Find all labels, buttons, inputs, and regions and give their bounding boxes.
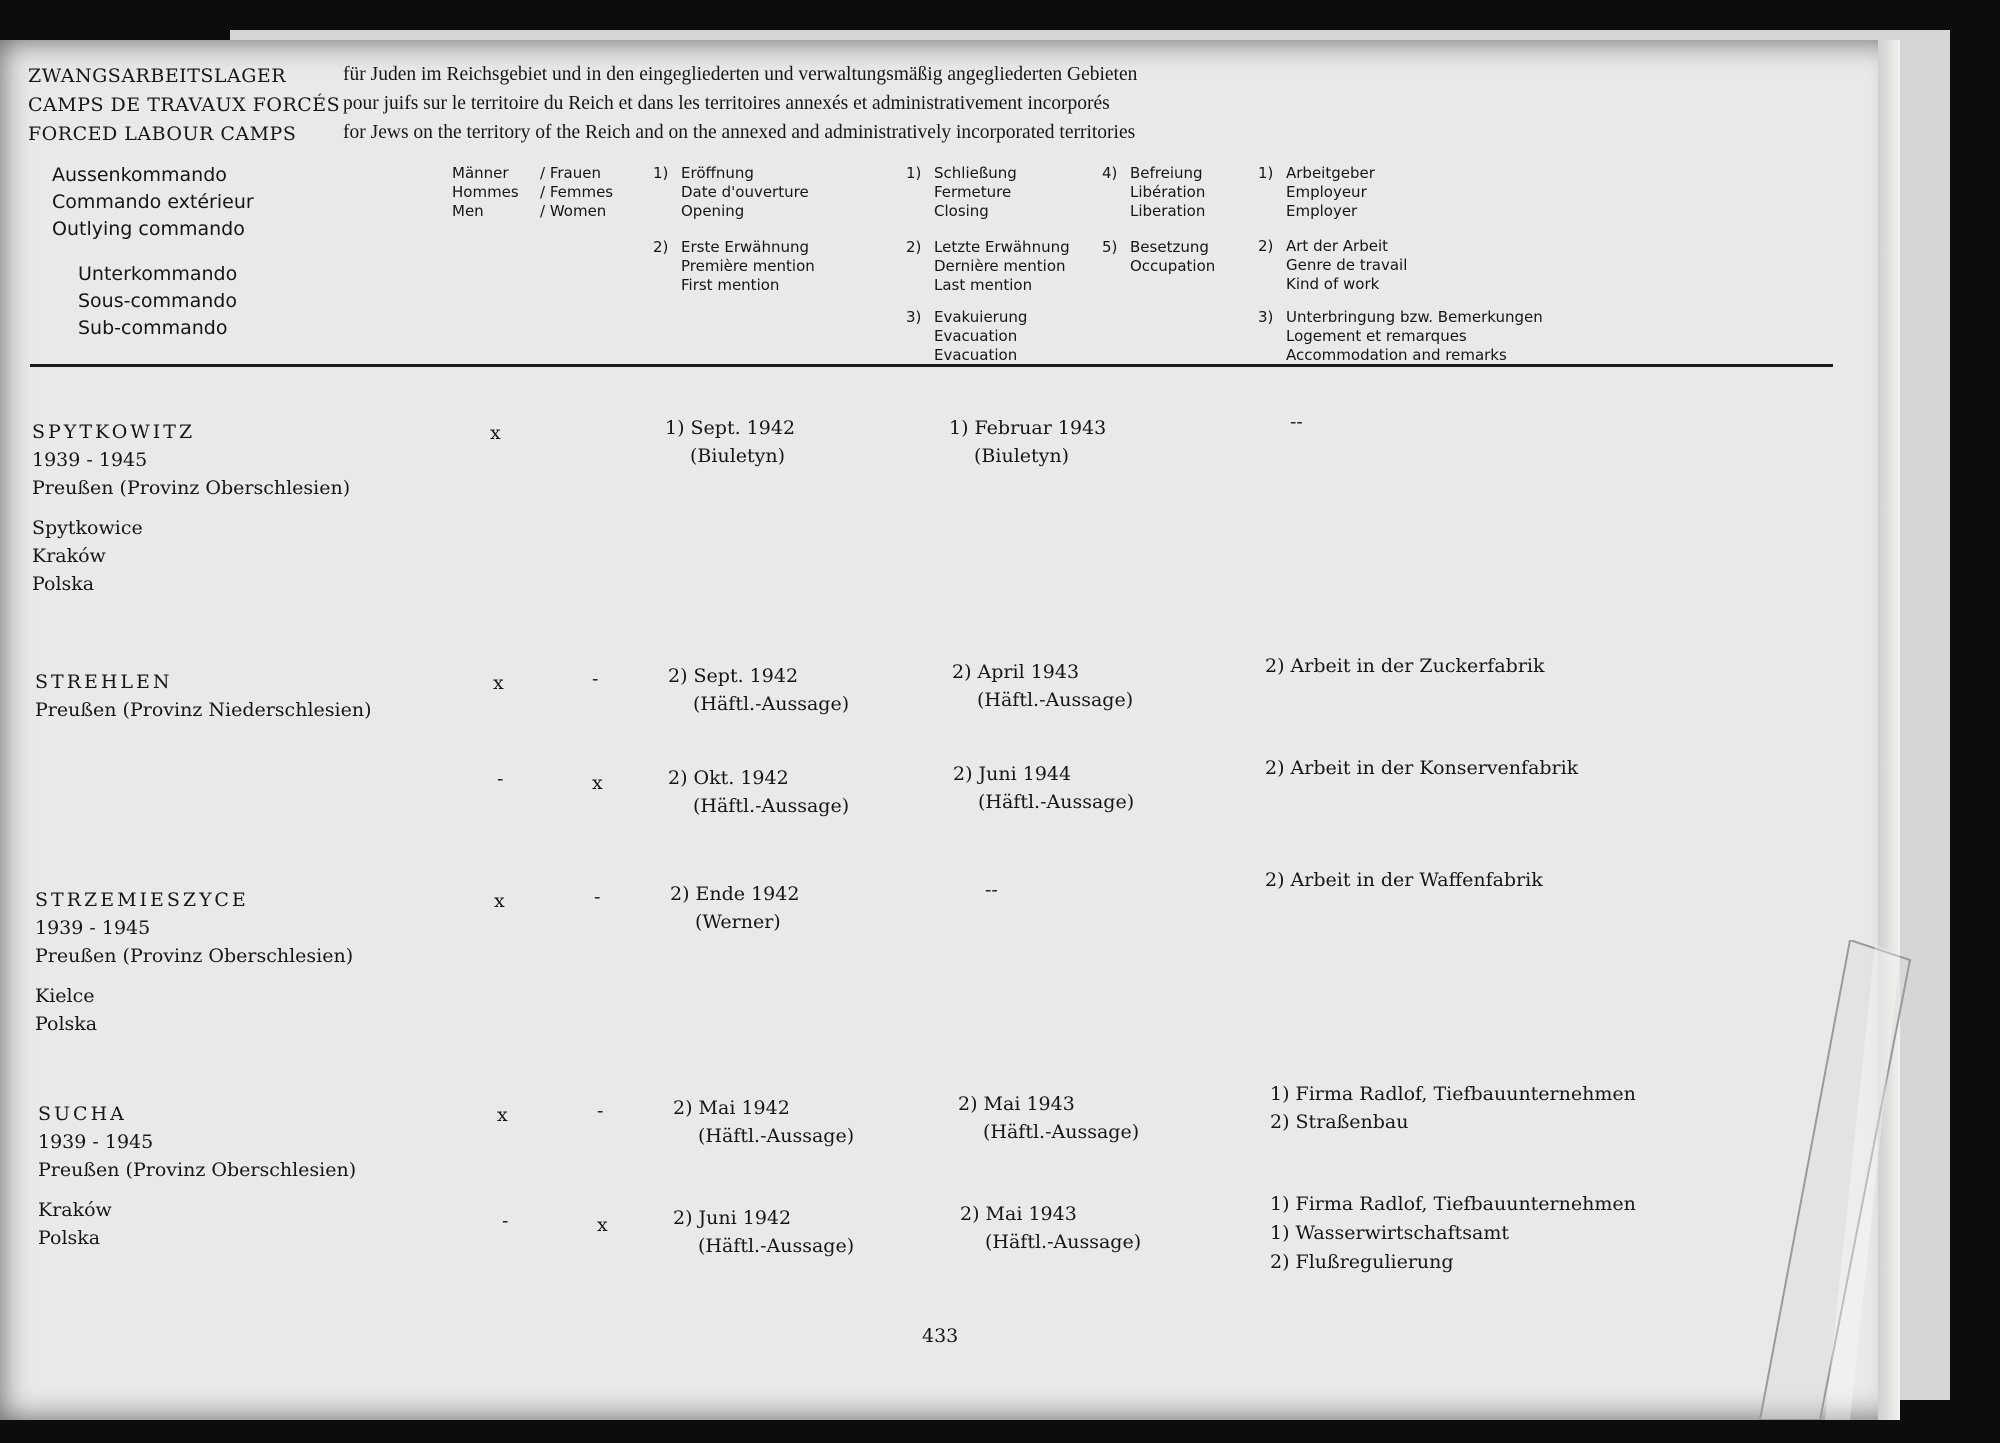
work-line: 2) Straßenbau bbox=[1270, 1111, 1409, 1133]
work-info bbox=[1265, 652, 1545, 680]
women-mark: x bbox=[597, 1214, 608, 1236]
camp-place: Kielce bbox=[35, 985, 95, 1007]
heading-line: Employeur bbox=[1286, 183, 1367, 201]
heading-line: Logement et remarques bbox=[1286, 327, 1467, 345]
heading-employer bbox=[1258, 164, 1375, 221]
camp-province: Preußen (Provinz Niederschlesien) bbox=[35, 699, 372, 721]
work-line: 2) Flußregulierung bbox=[1270, 1251, 1454, 1273]
subtitle-fr: pour juifs sur le territoire du Reich et dans les territoires annexés et administrativement incorporés bbox=[343, 93, 1110, 114]
heading-line: Last mention bbox=[934, 276, 1033, 294]
date-line: 1) Februar 1943 bbox=[949, 417, 1107, 439]
title-fr: CAMPS DE TRAVAUX FORCÉS bbox=[28, 94, 341, 116]
source-line: (Häftl.-Aussage) bbox=[977, 689, 1134, 711]
heading-num: 2) bbox=[906, 238, 922, 256]
opening-date bbox=[668, 662, 849, 718]
men-mark: x bbox=[494, 890, 505, 912]
subtitle-en: for Jews on the territory of the Reich and on the annexed and administratively incorporated territories bbox=[343, 122, 1136, 143]
camp-place: Kraków bbox=[32, 545, 106, 567]
heading-line: Unterbringung bzw. Bemerkungen bbox=[1286, 308, 1543, 326]
heading-line: Aussenkommando bbox=[52, 164, 227, 186]
heading-women-en: / Women bbox=[540, 202, 607, 220]
date-line: 2) Mai 1942 bbox=[673, 1097, 790, 1119]
closing-date bbox=[960, 1200, 1141, 1256]
heading-line: Genre de travail bbox=[1286, 256, 1408, 274]
work-line: 2) Arbeit in der Konservenfabrik bbox=[1265, 757, 1579, 779]
heading-line: First mention bbox=[681, 276, 780, 294]
heading-num: 3) bbox=[1258, 308, 1274, 326]
opening-date bbox=[668, 764, 849, 820]
work-line: 2) Arbeit in der Zuckerfabrik bbox=[1265, 655, 1545, 677]
heading-num: 1) bbox=[1258, 164, 1274, 182]
heading-line: Evakuierung bbox=[934, 308, 1028, 326]
entry-strehlen bbox=[35, 668, 371, 724]
heading-men-de: Männer bbox=[452, 164, 509, 182]
closing-date bbox=[949, 414, 1106, 470]
closing-date: -- bbox=[985, 879, 998, 901]
book-page bbox=[0, 40, 1900, 1420]
date-line: 2) Mai 1943 bbox=[958, 1093, 1075, 1115]
source-line: (Häftl.-Aussage) bbox=[698, 1235, 855, 1257]
opening-date bbox=[673, 1094, 854, 1150]
heading-num: 2) bbox=[1258, 237, 1274, 255]
source-line: (Häftl.-Aussage) bbox=[693, 693, 850, 715]
work-info bbox=[1270, 1080, 1636, 1136]
date-line: 2) Juni 1942 bbox=[673, 1207, 792, 1229]
opening-date bbox=[665, 414, 795, 470]
heading-men-fr: Hommes bbox=[452, 183, 519, 201]
women-mark: - bbox=[594, 886, 601, 908]
heading-opening bbox=[653, 164, 809, 221]
men-mark: x bbox=[490, 422, 501, 444]
source-line: (Biuletyn) bbox=[690, 445, 786, 467]
heading-line: Arbeitgeber bbox=[1286, 164, 1375, 182]
date-line: 2) Ende 1942 bbox=[670, 883, 800, 905]
date-line: 2) Okt. 1942 bbox=[668, 767, 789, 789]
heading-line: Commando extérieur bbox=[52, 191, 254, 213]
heading-line: Opening bbox=[681, 202, 745, 220]
opening-date bbox=[673, 1204, 854, 1260]
work-info bbox=[1265, 866, 1543, 894]
work-info bbox=[1270, 1190, 1636, 1277]
heading-line: Art der Arbeit bbox=[1286, 237, 1388, 255]
entry-spytkowitz bbox=[32, 418, 350, 598]
date-line: 2) Sept. 1942 bbox=[668, 665, 799, 687]
heading-closing bbox=[906, 164, 1017, 221]
heading-line: Schließung bbox=[934, 164, 1017, 182]
camp-name: SPYTKOWITZ bbox=[32, 421, 196, 443]
camp-years: 1939 - 1945 bbox=[35, 917, 151, 939]
heading-line: Libération bbox=[1130, 183, 1206, 201]
camp-place: Polska bbox=[38, 1227, 101, 1249]
page-edge bbox=[1878, 40, 1900, 1420]
men-mark: - bbox=[502, 1210, 509, 1232]
camp-place: Kraków bbox=[38, 1199, 112, 1221]
heading-num: 2) bbox=[653, 238, 669, 256]
heading-num: 5) bbox=[1102, 238, 1118, 256]
work-line: 1) Wasserwirtschaftsamt bbox=[1270, 1222, 1509, 1244]
source-line: (Werner) bbox=[695, 911, 781, 933]
camp-years: 1939 - 1945 bbox=[32, 449, 148, 471]
heading-line: Sub-commando bbox=[78, 317, 228, 339]
heading-line: Occupation bbox=[1130, 257, 1216, 275]
entry-sucha bbox=[38, 1100, 356, 1252]
work-line: 1) Firma Radlof, Tiefbauunternehmen bbox=[1270, 1083, 1636, 1105]
men-mark: x bbox=[497, 1104, 508, 1126]
heading-unterkommando bbox=[78, 261, 237, 342]
title-block bbox=[28, 62, 340, 149]
camp-name: SUCHA bbox=[38, 1103, 127, 1125]
heading-men-en: Men bbox=[452, 202, 484, 220]
date-line: 2) Mai 1943 bbox=[960, 1203, 1077, 1225]
camp-name: STREHLEN bbox=[35, 671, 173, 693]
camp-province: Preußen (Provinz Oberschlesien) bbox=[35, 945, 354, 967]
camp-place: Spytkowice bbox=[32, 517, 143, 539]
heading-line: Erste Erwähnung bbox=[681, 238, 809, 256]
heading-gender bbox=[452, 164, 613, 221]
heading-liberation bbox=[1102, 164, 1205, 221]
heading-line: Unterkommando bbox=[78, 263, 238, 285]
remarks: -- bbox=[1290, 411, 1303, 433]
camp-years: 1939 - 1945 bbox=[38, 1131, 154, 1153]
heading-line: Evacuation bbox=[934, 327, 1018, 345]
camp-province: Preußen (Provinz Oberschlesien) bbox=[32, 477, 351, 499]
heading-line: Closing bbox=[934, 202, 989, 220]
men-mark: - bbox=[497, 768, 504, 790]
heading-num: 1) bbox=[906, 164, 922, 182]
heading-women-de: / Frauen bbox=[540, 164, 601, 182]
heading-num: 1) bbox=[653, 164, 669, 182]
source-line: (Häftl.-Aussage) bbox=[983, 1121, 1140, 1143]
work-info bbox=[1265, 754, 1578, 782]
heading-line: Dernière mention bbox=[934, 257, 1066, 275]
camp-place: Polska bbox=[32, 573, 95, 595]
heading-line: Accommodation and remarks bbox=[1286, 346, 1507, 364]
subtitle-de: für Juden im Reichsgebiet und in den eingegliederten und verwaltungsmäßig angegliederten Gebieten bbox=[343, 64, 1138, 85]
heading-line: Date d'ouverture bbox=[681, 183, 809, 201]
women-mark: x bbox=[592, 772, 603, 794]
source-line: (Häftl.-Aussage) bbox=[985, 1231, 1142, 1253]
heading-num: 4) bbox=[1102, 164, 1118, 182]
heading-line: Befreiung bbox=[1130, 164, 1203, 182]
heading-aussenkommando bbox=[52, 162, 254, 243]
heading-evacuation bbox=[906, 308, 1027, 365]
source-line: (Häftl.-Aussage) bbox=[693, 795, 850, 817]
title-en: FORCED LABOUR CAMPS bbox=[28, 123, 297, 145]
heading-line: Outlying commando bbox=[52, 218, 245, 240]
heading-women-fr: / Femmes bbox=[540, 183, 614, 201]
work-line: 2) Arbeit in der Waffenfabrik bbox=[1265, 869, 1543, 891]
heading-occupation bbox=[1102, 238, 1215, 276]
closing-date bbox=[953, 760, 1134, 816]
closing-date bbox=[952, 658, 1133, 714]
heading-line: Evacuation bbox=[934, 346, 1018, 364]
heading-line: Fermeture bbox=[934, 183, 1012, 201]
title-de: ZWANGSARBEITSLAGER bbox=[28, 65, 287, 87]
heading-accommodation bbox=[1258, 308, 1543, 365]
heading-line: Letzte Erwähnung bbox=[934, 238, 1070, 256]
date-line: 2) Juni 1944 bbox=[953, 763, 1072, 785]
heading-line: Besetzung bbox=[1130, 238, 1209, 256]
source-line: (Häftl.-Aussage) bbox=[698, 1125, 855, 1147]
heading-line: Kind of work bbox=[1286, 275, 1380, 293]
header-rule bbox=[30, 364, 1833, 367]
camp-name: STRZEMIESZYCE bbox=[35, 889, 249, 911]
source-line: (Häftl.-Aussage) bbox=[978, 791, 1135, 813]
heading-kind-of-work bbox=[1258, 237, 1407, 294]
work-line: 1) Firma Radlof, Tiefbauunternehmen bbox=[1270, 1193, 1636, 1215]
opening-date bbox=[670, 880, 799, 936]
closing-date bbox=[958, 1090, 1139, 1146]
heading-first-mention bbox=[653, 238, 815, 295]
heading-num: 3) bbox=[906, 308, 922, 326]
heading-last-mention bbox=[906, 238, 1070, 295]
camp-province: Preußen (Provinz Oberschlesien) bbox=[38, 1159, 357, 1181]
heading-line: Liberation bbox=[1130, 202, 1206, 220]
camp-place: Polska bbox=[35, 1013, 98, 1035]
women-mark: - bbox=[597, 1100, 604, 1122]
men-mark: x bbox=[493, 672, 504, 694]
page-number: 433 bbox=[922, 1325, 959, 1347]
heading-line: Sous-commando bbox=[78, 290, 237, 312]
date-line: 1) Sept. 1942 bbox=[665, 417, 796, 439]
women-mark: - bbox=[592, 668, 599, 690]
subtitle-block bbox=[343, 60, 1137, 147]
date-line: 2) April 1943 bbox=[952, 661, 1080, 683]
heading-line: Eröffnung bbox=[681, 164, 754, 182]
heading-line: Employer bbox=[1286, 202, 1358, 220]
heading-line: Première mention bbox=[681, 257, 815, 275]
source-line: (Biuletyn) bbox=[974, 445, 1070, 467]
entry-strzemieszyce bbox=[35, 886, 353, 1038]
